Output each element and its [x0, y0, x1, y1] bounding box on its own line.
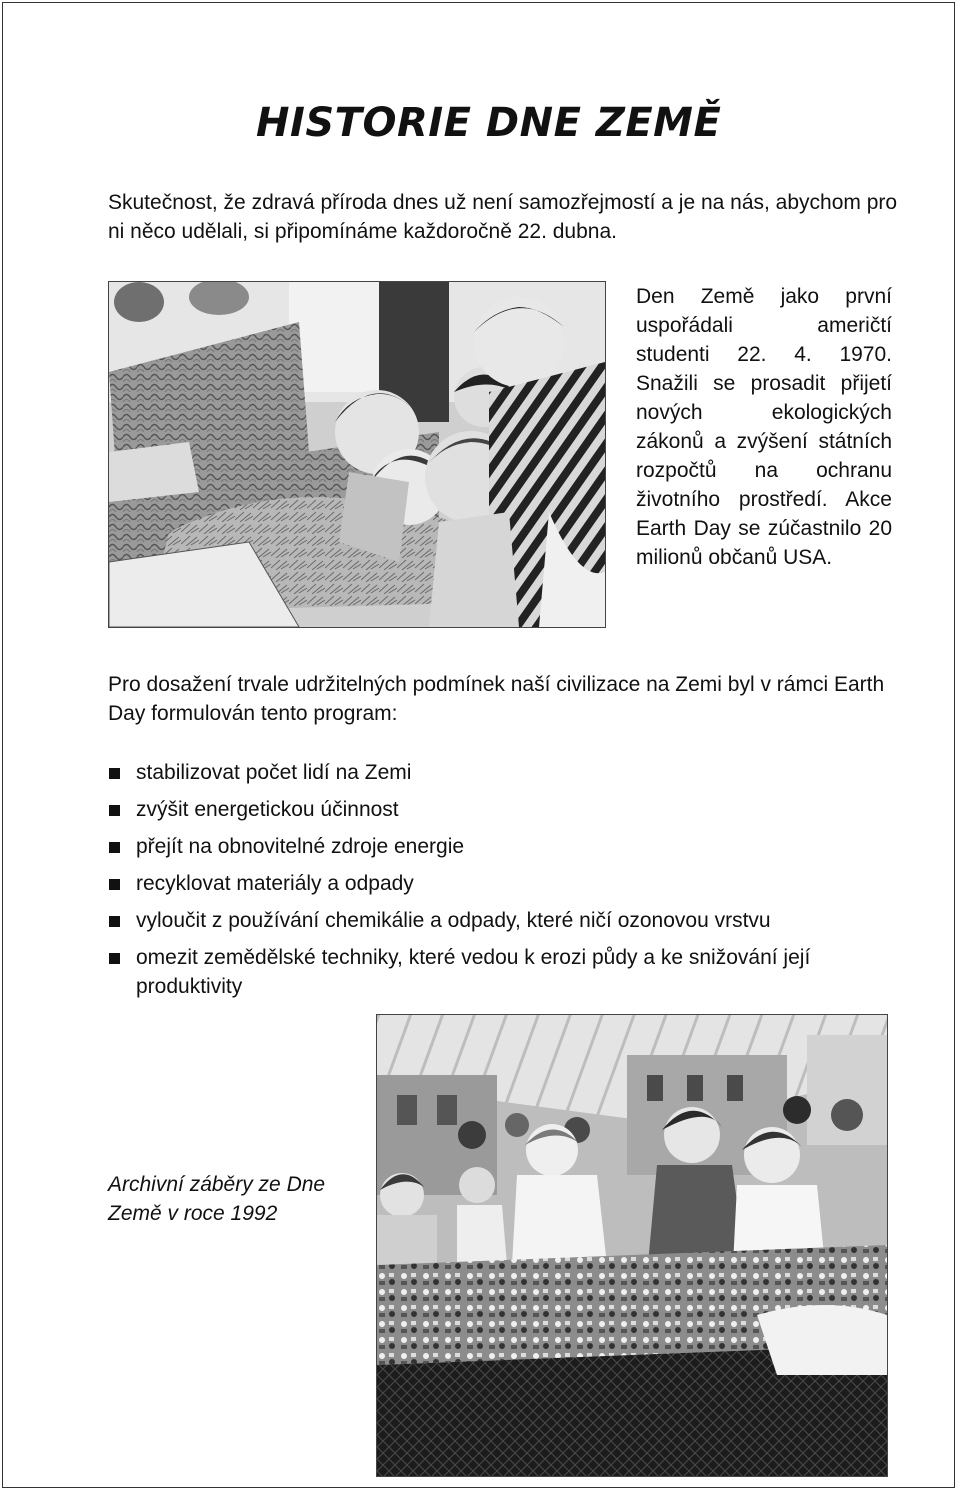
goal-item: [108, 869, 898, 898]
goal-text: vyloučit z používání chemikálie a odpady, které ničí ozonovou vrstvu: [136, 909, 771, 932]
goal-text: zvýšit energetickou účinnost: [136, 798, 399, 821]
intro-paragraph: Skutečnost, že zdravá příroda dnes už není samozřejmostí a je na nás, abychom pro ni něco udělali, si připomínáme každoročně 22. dubna.: [108, 191, 898, 243]
photo-children-basket: [108, 281, 606, 628]
history-paragraph: Den Země jako první uspořádali američtí studenti 22. 4. 1970. Snažili se prosadit přijetí nových ekologických zákonů a zvýšení státních rozpočtů na ochranu životního prostředí. Akce Earth Day se zúčastnilo 20 milionů občanů USA.: [636, 285, 892, 569]
square-bullet-icon: [109, 879, 120, 890]
goal-item: [108, 758, 898, 787]
goal-item: [108, 943, 898, 1001]
goal-text: recyklovat materiály a odpady: [136, 872, 414, 895]
goal-text: omezit zemědělské techniky, které vedou k erozi půdy a ke snižování její produktivity: [136, 946, 811, 998]
program-goals-list: [108, 758, 898, 1009]
square-bullet-icon: [109, 805, 120, 816]
page-title: HISTORIE DNE ZEMĚ: [256, 100, 722, 146]
goal-item: [108, 795, 898, 824]
photo-caption: Archivní záběry ze Dne Země v roce 1992: [108, 1173, 326, 1225]
square-bullet-icon: [109, 768, 120, 779]
goal-text: stabilizovat počet lidí na Zemi: [136, 761, 412, 784]
square-bullet-icon: [109, 916, 120, 927]
goal-item: [108, 832, 898, 861]
photo-market-stall: [376, 1014, 888, 1477]
program-intro-paragraph: Pro dosažení trvale udržitelných podmínek naší civilizace na Zemi byl v rámci Earth Day formulován tento program:: [108, 673, 885, 725]
square-bullet-icon: [109, 842, 120, 853]
square-bullet-icon: [109, 953, 120, 964]
goal-item: [108, 906, 898, 935]
goal-text: přejít na obnovitelné zdroje energie: [136, 835, 465, 858]
